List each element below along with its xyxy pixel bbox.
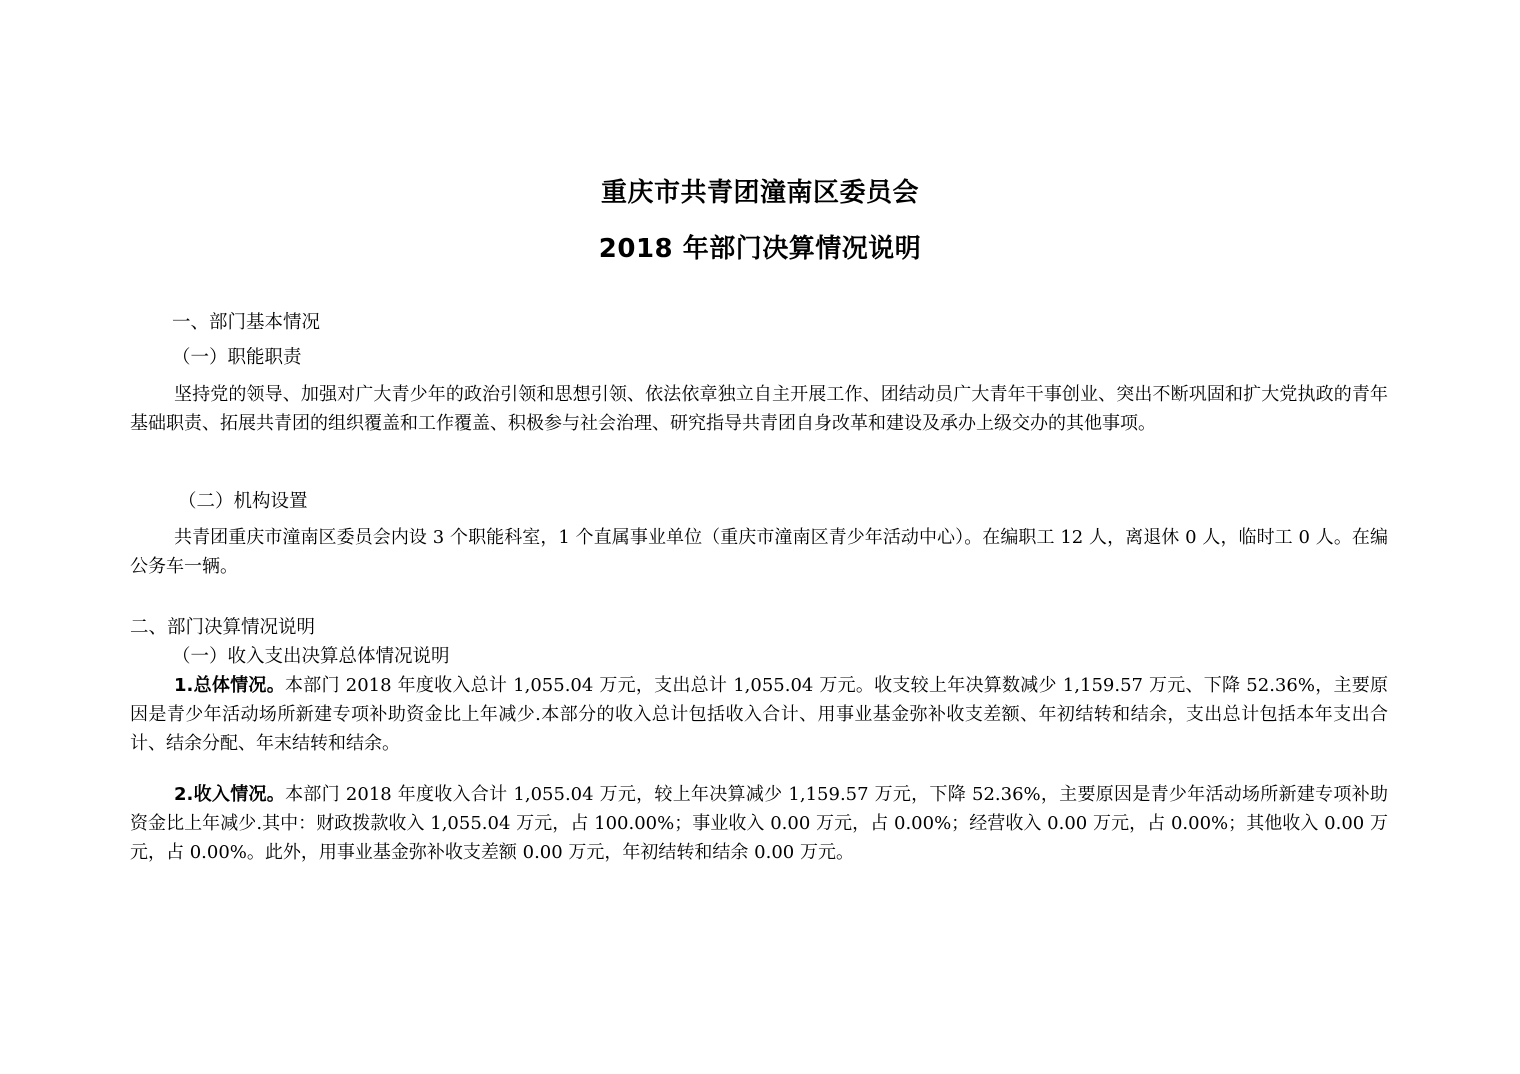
section1-sub1-heading: （一）职能职责 — [172, 347, 302, 368]
section1-heading: 一、部门基本情况 — [172, 312, 321, 333]
section2-heading: 二、部门决算情况说明 — [130, 617, 316, 638]
item1-lead: 1.总体情况。 — [174, 675, 285, 696]
section2-item1-paragraph — [130, 671, 1388, 758]
section2-sub1-heading: （一）收入支出决算总体情况说明 — [172, 646, 450, 667]
item2-lead: 2.收入情况。 — [174, 784, 286, 805]
item2-text: 本部门 2018 年度收入合计 1,055.04 万元，较上年决算减少 1,159.57 万元，下降 52.36%，主要原因是青少年活动场所新建专项补助资金比上年减少.其中：财政拨款收入 1,055.04 万元，占 100.00%；事业收入 0.00 万元，占 0.00%；经营收入 0.00 万元，占 0.00%；其他收入 0.00 万元，占 0.00%。此外，用事业基金弥补收支差额 0.00 万元，年初结转和结余 0.00 万元。 — [130, 784, 1388, 863]
section1-sub1-paragraph: 坚持党的领导、加强对广大青少年的政治引领和思想引领、依法依章独立自主开展工作、团结动员广大青年干事创业、突出不断巩固和扩大党执政的青年基础职责、拓展共青团的组织覆盖和工作覆盖、积极参与社会治理、研究指导共青团自身改革和建设及承办上级交办的其他事项。 — [130, 384, 1388, 434]
section1-sub2-heading: （二）机构设置 — [178, 491, 308, 512]
section2-item2-paragraph — [130, 780, 1388, 867]
item1-text: 本部门 2018 年度收入总计 1,055.04 万元，支出总计 1,055.04 万元。收支较上年决算数减少 1,159.57 万元、下降 52.36%，主要原因是青少年活动场所新建专项补助资金比上年减少.本部分的收入总计包括收入合计、用事业基金弥补收支差额、年初结转和结余，支出总计包括本年支出合计、结余分配、年末结转和结余。 — [130, 675, 1388, 754]
document-title-line2: 2018 年部门决算情况说明 — [598, 234, 922, 264]
document-title-line1: 重庆市共青团潼南区委员会 — [600, 178, 919, 208]
section1-sub2-paragraph: 共青团重庆市潼南区委员会内设 3 个职能科室，1 个直属事业单位（重庆市潼南区青少年活动中心）。在编职工 12 人，离退休 0 人，临时工 0 人。在编公务车一辆。 — [130, 527, 1388, 577]
